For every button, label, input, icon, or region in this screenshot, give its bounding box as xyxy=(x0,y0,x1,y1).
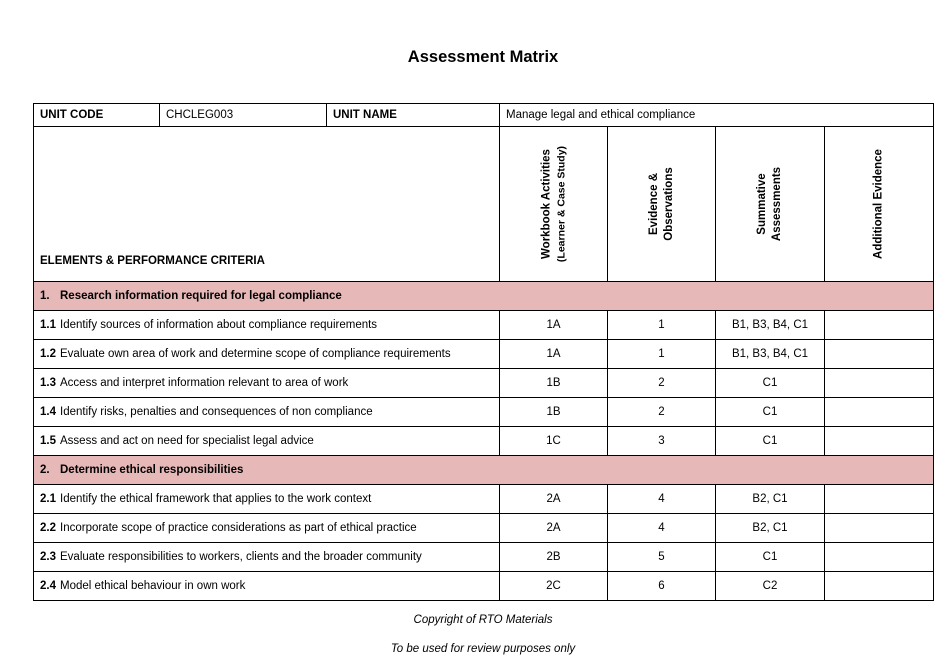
evidence-header-line1: Evidence & xyxy=(647,173,660,235)
criteria-description xyxy=(34,572,500,601)
summative-cell: B1, B3, B4, C1 xyxy=(716,311,825,340)
criteria-text: Identify the ethical framework that applies to the work context xyxy=(60,493,372,505)
summative-cell: C1 xyxy=(716,427,825,456)
evidence-cell: 3 xyxy=(608,427,716,456)
criteria-description xyxy=(34,369,500,398)
unit-name-value: Manage legal and ethical compliance xyxy=(500,104,934,127)
page-title: Assessment Matrix xyxy=(407,48,559,66)
unit-code-value: CHCLEG003 xyxy=(160,104,327,127)
section-number: 1. xyxy=(40,290,50,302)
copyright-notice: Copyright of RTO Materials xyxy=(413,614,553,626)
summative-header-line1: Summative xyxy=(756,173,768,235)
review-notice: To be used for review purposes only xyxy=(390,643,576,655)
criteria-text: Evaluate responsibilities to workers, clients and the broader community xyxy=(60,551,422,563)
criteria-description xyxy=(34,340,500,369)
criteria-description xyxy=(34,485,500,514)
workbook-cell: 2A xyxy=(500,514,608,543)
criteria-description xyxy=(34,543,500,572)
additional-evidence-header xyxy=(825,127,934,282)
criteria-number: 2.4 xyxy=(40,580,56,592)
workbook-cell: 1A xyxy=(500,311,608,340)
summative-cell: C2 xyxy=(716,572,825,601)
criteria-row xyxy=(34,427,934,456)
additional-evidence-cell xyxy=(825,572,934,601)
additional-evidence-cell xyxy=(825,514,934,543)
criteria-description xyxy=(34,427,500,456)
summative-cell: B1, B3, B4, C1 xyxy=(716,340,825,369)
summative-cell: C1 xyxy=(716,369,825,398)
workbook-cell: 1B xyxy=(500,369,608,398)
additional-evidence-cell xyxy=(825,340,934,369)
unit-name-label: UNIT NAME xyxy=(327,104,500,127)
unit-info-row xyxy=(34,104,934,127)
criteria-row xyxy=(34,514,934,543)
additional-header-text: Additional Evidence xyxy=(872,149,885,259)
criteria-description xyxy=(34,398,500,427)
criteria-number: 2.3 xyxy=(40,551,56,563)
evidence-cell: 6 xyxy=(608,572,716,601)
criteria-text: Identify sources of information about compliance requirements xyxy=(60,319,378,331)
criteria-row xyxy=(34,311,934,340)
additional-evidence-cell xyxy=(825,485,934,514)
section-row xyxy=(34,282,934,311)
summative-cell: B2, C1 xyxy=(716,485,825,514)
criteria-number: 2.1 xyxy=(40,493,56,505)
section-heading xyxy=(34,282,934,311)
criteria-header: ELEMENTS & PERFORMANCE CRITERIA xyxy=(34,127,500,282)
criteria-number: 1.1 xyxy=(40,319,56,331)
evidence-cell: 1 xyxy=(608,311,716,340)
section-title: Determine ethical responsibilities xyxy=(60,464,244,476)
summative-header-line2: Assessments xyxy=(771,166,783,242)
criteria-number: 1.4 xyxy=(40,406,56,418)
criteria-number: 1.2 xyxy=(40,348,56,360)
criteria-number: 1.3 xyxy=(40,377,56,389)
criteria-row xyxy=(34,398,934,427)
criteria-row xyxy=(34,340,934,369)
workbook-activities-header xyxy=(500,127,608,282)
criteria-description xyxy=(34,514,500,543)
additional-evidence-cell xyxy=(825,369,934,398)
section-number: 2. xyxy=(40,464,50,476)
criteria-text: Assess and act on need for specialist legal advice xyxy=(60,435,314,447)
evidence-cell: 2 xyxy=(608,398,716,427)
summative-cell: C1 xyxy=(716,398,825,427)
section-row xyxy=(34,456,934,485)
section-title: Research information required for legal compliance xyxy=(60,290,342,302)
workbook-cell: 1C xyxy=(500,427,608,456)
workbook-cell: 2B xyxy=(500,543,608,572)
column-header-row xyxy=(34,127,934,282)
evidence-cell: 2 xyxy=(608,369,716,398)
summative-assessments-header xyxy=(716,127,825,282)
additional-evidence-cell xyxy=(825,427,934,456)
section-heading xyxy=(34,456,934,485)
workbook-cell: 1A xyxy=(500,340,608,369)
assessment-matrix-table xyxy=(33,103,934,601)
evidence-header-line2: Observations xyxy=(662,167,675,241)
criteria-row xyxy=(34,369,934,398)
criteria-text: Access and interpret information relevant to area of work xyxy=(60,377,349,389)
additional-evidence-cell xyxy=(825,311,934,340)
evidence-cell: 5 xyxy=(608,543,716,572)
criteria-text: Model ethical behaviour in own work xyxy=(60,580,246,592)
additional-evidence-cell xyxy=(825,398,934,427)
workbook-cell: 2C xyxy=(500,572,608,601)
criteria-row xyxy=(34,485,934,514)
criteria-row xyxy=(34,572,934,601)
workbook-cell: 1B xyxy=(500,398,608,427)
criteria-text: Identify risks, penalties and consequences of non compliance xyxy=(60,406,373,418)
additional-evidence-cell xyxy=(825,543,934,572)
evidence-cell: 4 xyxy=(608,485,716,514)
criteria-number: 2.2 xyxy=(40,522,56,534)
criteria-description xyxy=(34,311,500,340)
summative-cell: C1 xyxy=(716,543,825,572)
criteria-number: 1.5 xyxy=(40,435,56,447)
summative-cell: B2, C1 xyxy=(716,514,825,543)
criteria-text: Incorporate scope of practice considerations as part of ethical practice xyxy=(60,522,417,534)
workbook-header-line1: Workbook Activities xyxy=(540,149,552,259)
evidence-cell: 1 xyxy=(608,340,716,369)
unit-code-label: UNIT CODE xyxy=(34,104,160,127)
evidence-cell: 4 xyxy=(608,514,716,543)
criteria-text: Evaluate own area of work and determine scope of compliance requirements xyxy=(60,348,451,360)
workbook-header-line2: (Learner & Case Study) xyxy=(555,145,567,263)
evidence-observations-header xyxy=(608,127,716,282)
criteria-row xyxy=(34,543,934,572)
workbook-cell: 2A xyxy=(500,485,608,514)
